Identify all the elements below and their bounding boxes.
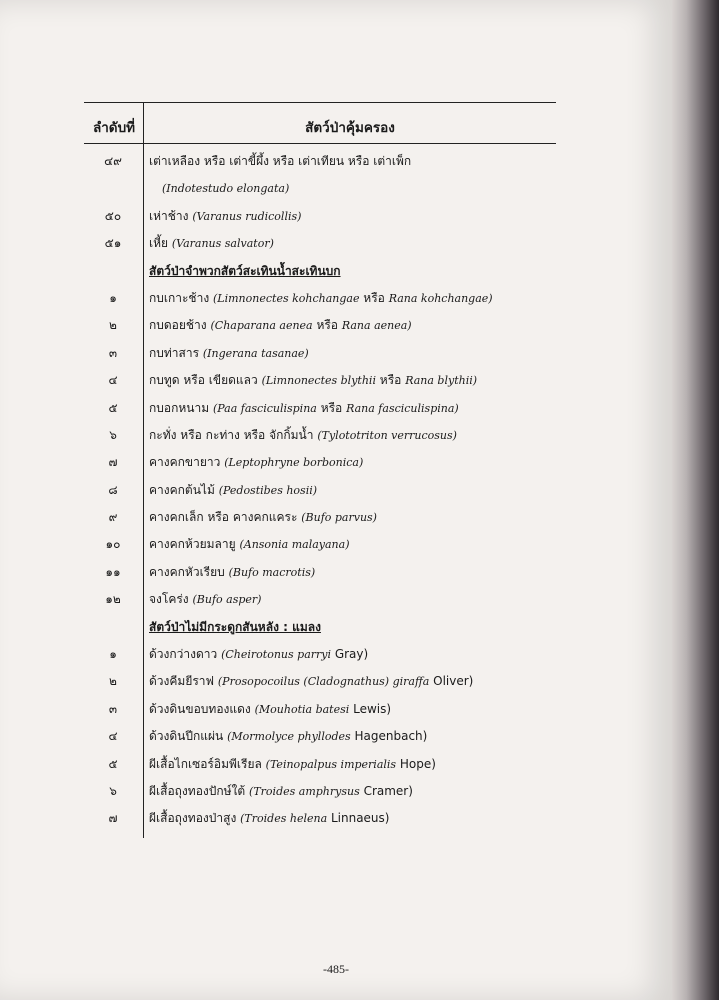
row-number: ๖ bbox=[109, 427, 117, 442]
scientific-name: (Leptophryne borbonica) bbox=[224, 456, 364, 470]
table-row bbox=[84, 312, 556, 339]
table-row bbox=[84, 751, 556, 778]
column-header-number: ลำดับที่ bbox=[92, 120, 136, 136]
species-name bbox=[149, 778, 413, 805]
scientific-name: (Troides helena bbox=[240, 812, 328, 826]
row-number: ๒ bbox=[109, 674, 117, 689]
species-name bbox=[149, 395, 459, 422]
thai-name: กบเกาะช้าง bbox=[149, 290, 210, 305]
section-heading-row bbox=[84, 614, 556, 641]
table-row bbox=[84, 805, 556, 832]
scientific-name: (Paa fasciculispina bbox=[212, 401, 317, 415]
species-name bbox=[149, 696, 391, 723]
scientific-name: (Bufo macrotis) bbox=[228, 565, 316, 579]
row-number: ๑๐ bbox=[105, 537, 121, 552]
thai-name: ด้วงกว่างดาว bbox=[149, 647, 218, 662]
species-name bbox=[149, 751, 436, 778]
name-suffix: Linnaeus) bbox=[330, 811, 390, 826]
species-name bbox=[149, 504, 377, 531]
table-row bbox=[84, 668, 556, 695]
name-suffix: Hope) bbox=[399, 756, 436, 771]
row-number: ๕๑ bbox=[104, 236, 122, 251]
thai-name: ผีเสื้อถุงทองป่าสูง bbox=[149, 811, 237, 826]
scientific-name: (Limnonectes kohchangae bbox=[213, 291, 360, 305]
species-name bbox=[149, 477, 317, 504]
row-number: ๘ bbox=[108, 482, 118, 497]
thai-name: เต่าเหลือง หรือ เต่าขี้ผึ้ง หรือ เต่าเทียน หรือ เต่าเพ็ก bbox=[149, 154, 412, 168]
table-row bbox=[84, 696, 556, 723]
thai-name: คางคกหัวเรียบ bbox=[149, 564, 225, 579]
column-header-name: สัตว์ป่าคุ้มครอง bbox=[305, 120, 395, 136]
scientific-name: (Limnonectes blythii bbox=[261, 374, 376, 388]
table-row bbox=[84, 449, 556, 476]
scientific-synonym: Rana blythii) bbox=[405, 374, 478, 388]
table-row bbox=[84, 285, 556, 312]
thai-name: ผีเสื้อไกเซอร์อิมพีเรียล bbox=[149, 756, 262, 771]
table-row bbox=[84, 395, 556, 422]
species-name bbox=[149, 586, 261, 613]
scientific-synonym: Rana fasciculispina) bbox=[346, 401, 459, 415]
scientific-name: (Pedostibes hosii) bbox=[218, 483, 318, 497]
thai-name: จงโคร่ง bbox=[149, 592, 189, 607]
table-body bbox=[84, 148, 556, 833]
thai-name: กบทูด หรือ เขียดแลว bbox=[149, 373, 258, 388]
table-row bbox=[84, 559, 556, 586]
book-edge-shadow bbox=[672, 0, 719, 1000]
scientific-name: (Prosopocoilus (Cladognathus) giraffa bbox=[217, 675, 430, 689]
thai-name: ด้วงดินขอบทองแดง bbox=[149, 701, 251, 716]
species-name bbox=[149, 285, 493, 312]
thai-name: ด้วงคีมยีราฟ bbox=[149, 674, 215, 689]
scientific-name: (Bufo asper) bbox=[192, 593, 262, 607]
thai-name: กะทั่ง หรือ กะท่าง หรือ จักกิ้มน้ำ bbox=[149, 427, 314, 442]
row-number: ๓ bbox=[108, 701, 118, 716]
thai-name: ด้วงดินปีกแผ่น bbox=[149, 729, 224, 744]
row-number: ๕ bbox=[108, 400, 118, 415]
name-suffix: หรือ bbox=[363, 290, 385, 305]
row-number: ๙ bbox=[108, 510, 118, 525]
table-row bbox=[84, 175, 556, 202]
table-row bbox=[84, 586, 556, 613]
row-number: ๑ bbox=[109, 290, 117, 305]
name-suffix: Cramer) bbox=[363, 783, 413, 798]
thai-name: เหี้ย bbox=[149, 236, 169, 251]
table-row bbox=[84, 367, 556, 394]
species-name bbox=[149, 312, 412, 339]
thai-name: เห่าช้าง bbox=[149, 208, 189, 223]
thai-name: สัตว์ป่าไม่มีกระดูกสันหลัง : แมลง bbox=[149, 619, 321, 634]
scientific-name: (Varanus salvator) bbox=[171, 237, 274, 251]
scientific-name: (Cheirotonus parryi bbox=[221, 648, 331, 662]
species-name bbox=[149, 148, 411, 175]
scientific-name: (Chaparana aenea bbox=[210, 319, 313, 333]
table-row bbox=[84, 477, 556, 504]
row-number: ๑๒ bbox=[105, 592, 121, 607]
species-name bbox=[149, 230, 274, 257]
row-number: ๖ bbox=[109, 783, 117, 798]
scientific-name-continuation: (Indotestudo elongata) bbox=[162, 182, 290, 196]
row-number: ๔ bbox=[108, 729, 118, 744]
header-rule bbox=[84, 143, 556, 144]
name-suffix: Hagenbach) bbox=[354, 729, 428, 744]
name-suffix: หรือ bbox=[320, 400, 343, 415]
species-name bbox=[149, 449, 363, 476]
table-row bbox=[84, 778, 556, 805]
table-top-rule bbox=[84, 102, 556, 103]
scientific-name: (Mormolyce phyllodes bbox=[227, 730, 351, 744]
scientific-name: (Teinopalpus imperialis bbox=[265, 757, 397, 771]
row-number: ๗ bbox=[108, 455, 118, 470]
row-number: ๔ bbox=[108, 373, 118, 388]
scientific-name: (Bufo parvus) bbox=[301, 511, 377, 525]
row-number: ๓ bbox=[108, 345, 118, 360]
species-name bbox=[149, 805, 389, 832]
row-number: ๑๑ bbox=[105, 564, 121, 579]
table-row bbox=[84, 723, 556, 750]
species-name bbox=[149, 614, 321, 641]
scientific-name: (Varanus rudicollis) bbox=[192, 209, 302, 223]
page-number: -485- bbox=[323, 962, 349, 976]
row-number: ๗ bbox=[108, 811, 118, 826]
table-row bbox=[84, 422, 556, 449]
species-name bbox=[149, 668, 473, 695]
scientific-name: (Tylototriton verrucosus) bbox=[317, 428, 457, 442]
scientific-synonym: Rana aenea) bbox=[341, 319, 412, 333]
thai-name: กบท่าสาร bbox=[149, 345, 200, 360]
scientific-name: (Ingerana tasanae) bbox=[202, 346, 309, 360]
table-row bbox=[84, 148, 556, 175]
name-suffix: หรือ bbox=[316, 318, 339, 333]
name-suffix: Lewis) bbox=[353, 701, 392, 716]
table-row bbox=[84, 230, 556, 257]
section-heading-row bbox=[84, 258, 556, 285]
thai-name: คางคกต้นไม้ bbox=[149, 482, 215, 497]
name-suffix: Gray) bbox=[334, 647, 369, 662]
name-suffix: หรือ bbox=[379, 373, 402, 388]
table-row bbox=[84, 531, 556, 558]
species-name bbox=[149, 723, 427, 750]
thai-name: กบดอยช้าง bbox=[149, 318, 207, 333]
thai-name: กบอกหนาม bbox=[149, 400, 210, 415]
thai-name: คางคกเล็ก หรือ คางคกแคระ bbox=[149, 510, 298, 525]
thai-name: คางคกห้วยมลายู bbox=[149, 537, 236, 552]
scientific-name: (Ansonia malayana) bbox=[239, 538, 350, 552]
row-number: ๕ bbox=[108, 756, 118, 771]
thai-name: ผีเสื้อถุงทองปักษ์ใต้ bbox=[149, 783, 246, 798]
row-number: ๕๐ bbox=[104, 208, 122, 223]
scientific-synonym: Rana kohchangae) bbox=[388, 291, 493, 305]
species-name bbox=[149, 340, 309, 367]
table-row bbox=[84, 641, 556, 668]
thai-name: คางคกขายาว bbox=[149, 455, 221, 470]
scientific-name: (Troides amphrysus bbox=[249, 784, 360, 798]
row-number: ๒ bbox=[109, 318, 117, 333]
species-name bbox=[149, 641, 368, 668]
row-number: ๑ bbox=[109, 647, 117, 662]
species-name bbox=[149, 559, 315, 586]
species-name bbox=[149, 203, 301, 230]
species-name bbox=[149, 258, 341, 285]
name-suffix: Oliver) bbox=[433, 674, 474, 689]
scientific-name: (Mouhotia batesi bbox=[254, 702, 350, 716]
table-row bbox=[84, 203, 556, 230]
thai-name: สัตว์ป่าจำพวกสัตว์สะเทินน้ำสะเทินบก bbox=[149, 263, 341, 278]
species-name bbox=[149, 422, 457, 449]
species-name bbox=[149, 367, 477, 394]
row-number: ๔๙ bbox=[104, 154, 122, 168]
table-row bbox=[84, 340, 556, 367]
table-row bbox=[84, 504, 556, 531]
species-name bbox=[149, 531, 350, 558]
